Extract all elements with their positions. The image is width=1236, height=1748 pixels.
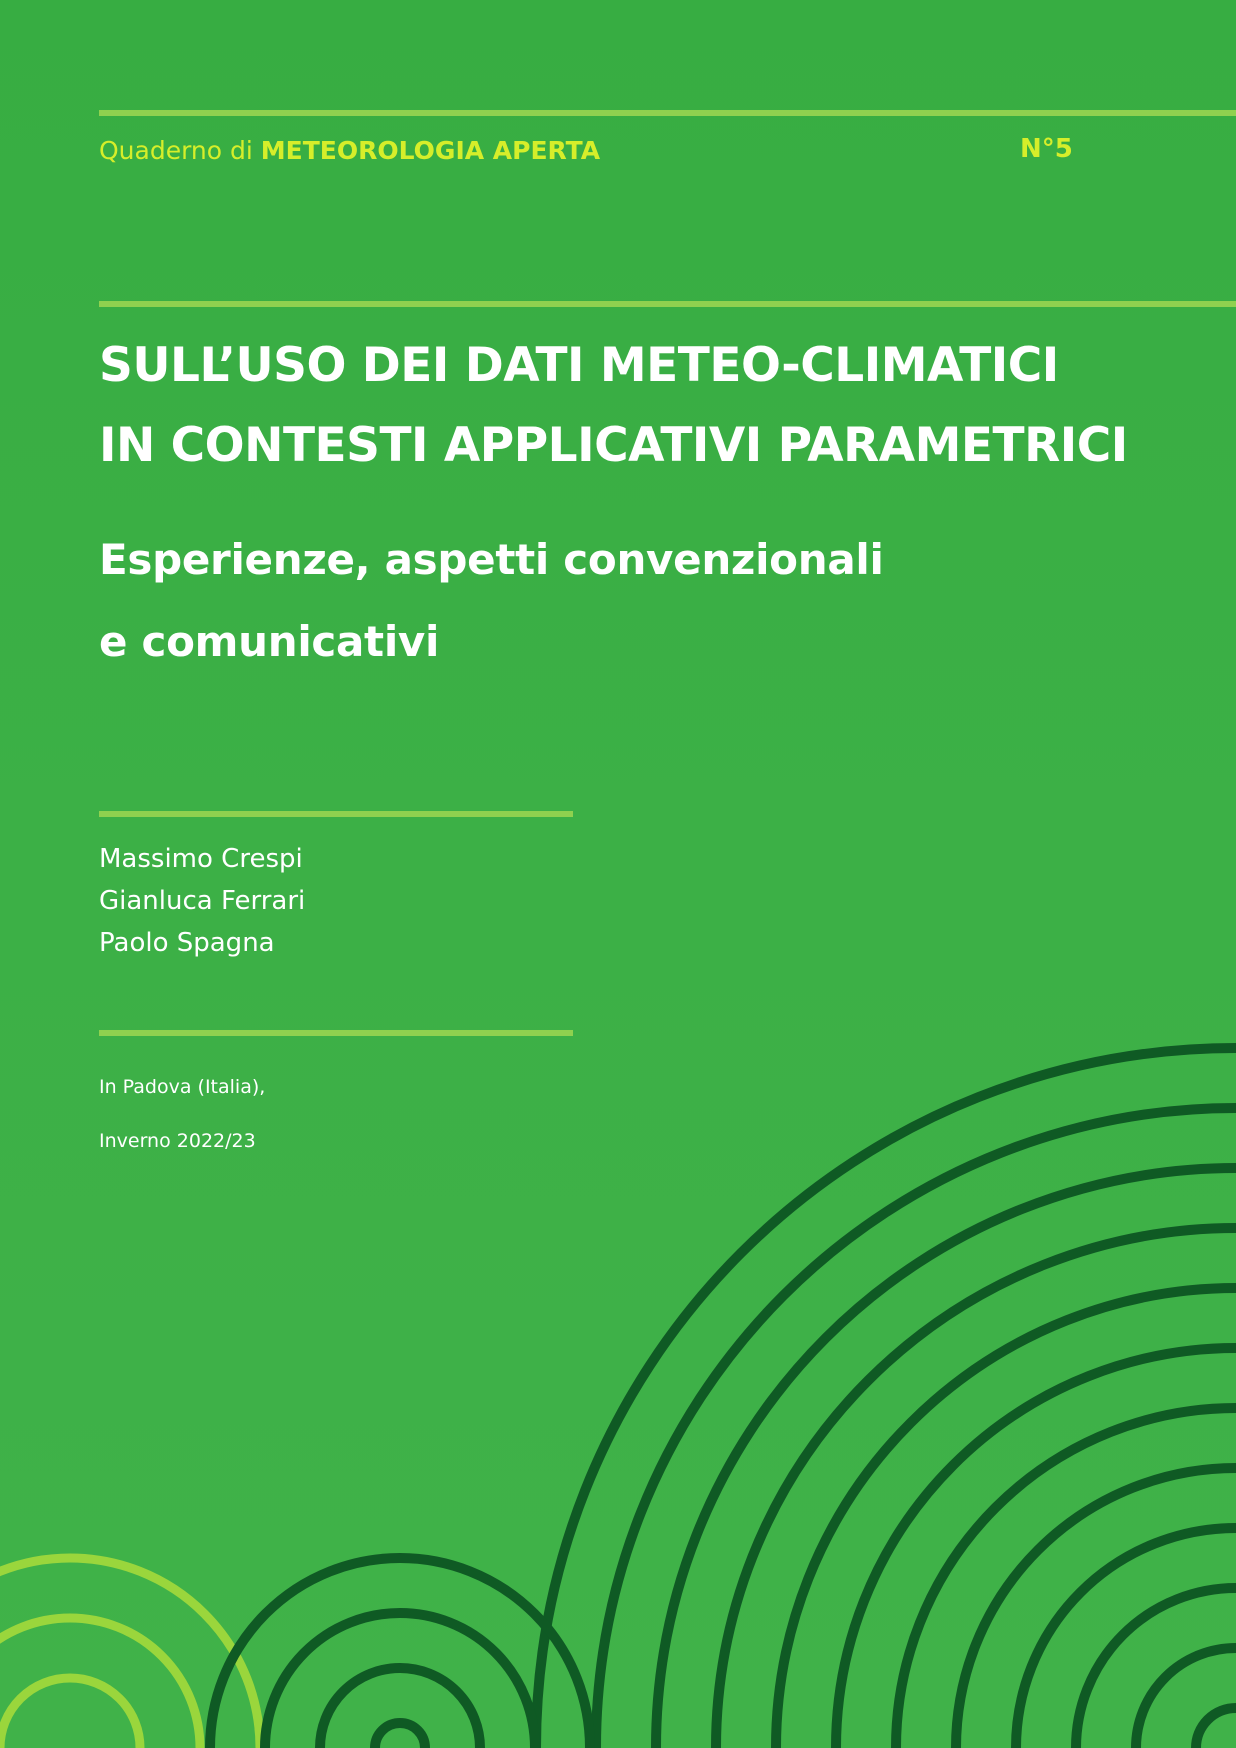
series-title [99, 136, 600, 165]
subtitle-line-1: Esperienze, aspetti convenzionali [99, 535, 884, 584]
light-rings-left [0, 1558, 260, 1748]
author-name: Gianluca Ferrari [99, 886, 306, 916]
subtitle [99, 519, 1199, 683]
dark-rings-center [210, 1558, 590, 1748]
authors-rule [99, 811, 573, 817]
subtitle-line-2: e comunicativi [99, 617, 440, 666]
series-prefix: Quaderno di [99, 136, 253, 165]
place-rule [99, 1030, 573, 1036]
main-title-line-2: IN CONTESTI APPLICATIVI PARAMETRICI [99, 418, 1128, 473]
series-name: METEOROLOGIA APERTA [260, 136, 601, 165]
place-line: In Padova (Italia), [99, 1076, 266, 1098]
issue-number: N°5 [1020, 134, 1073, 164]
main-title-line-1: SULL’USO DEI DATI METEO-CLIMATICI [99, 338, 1059, 393]
dark-rings-right [536, 1048, 1236, 1748]
top-rule [99, 110, 1236, 116]
author-list [99, 838, 305, 964]
author-name: Paolo Spagna [99, 928, 275, 958]
date-line: Inverno 2022/23 [99, 1130, 256, 1152]
main-title [99, 326, 1219, 486]
title-rule [99, 301, 1236, 307]
author-name: Massimo Crespi [99, 844, 303, 874]
publication-place [99, 1060, 265, 1168]
